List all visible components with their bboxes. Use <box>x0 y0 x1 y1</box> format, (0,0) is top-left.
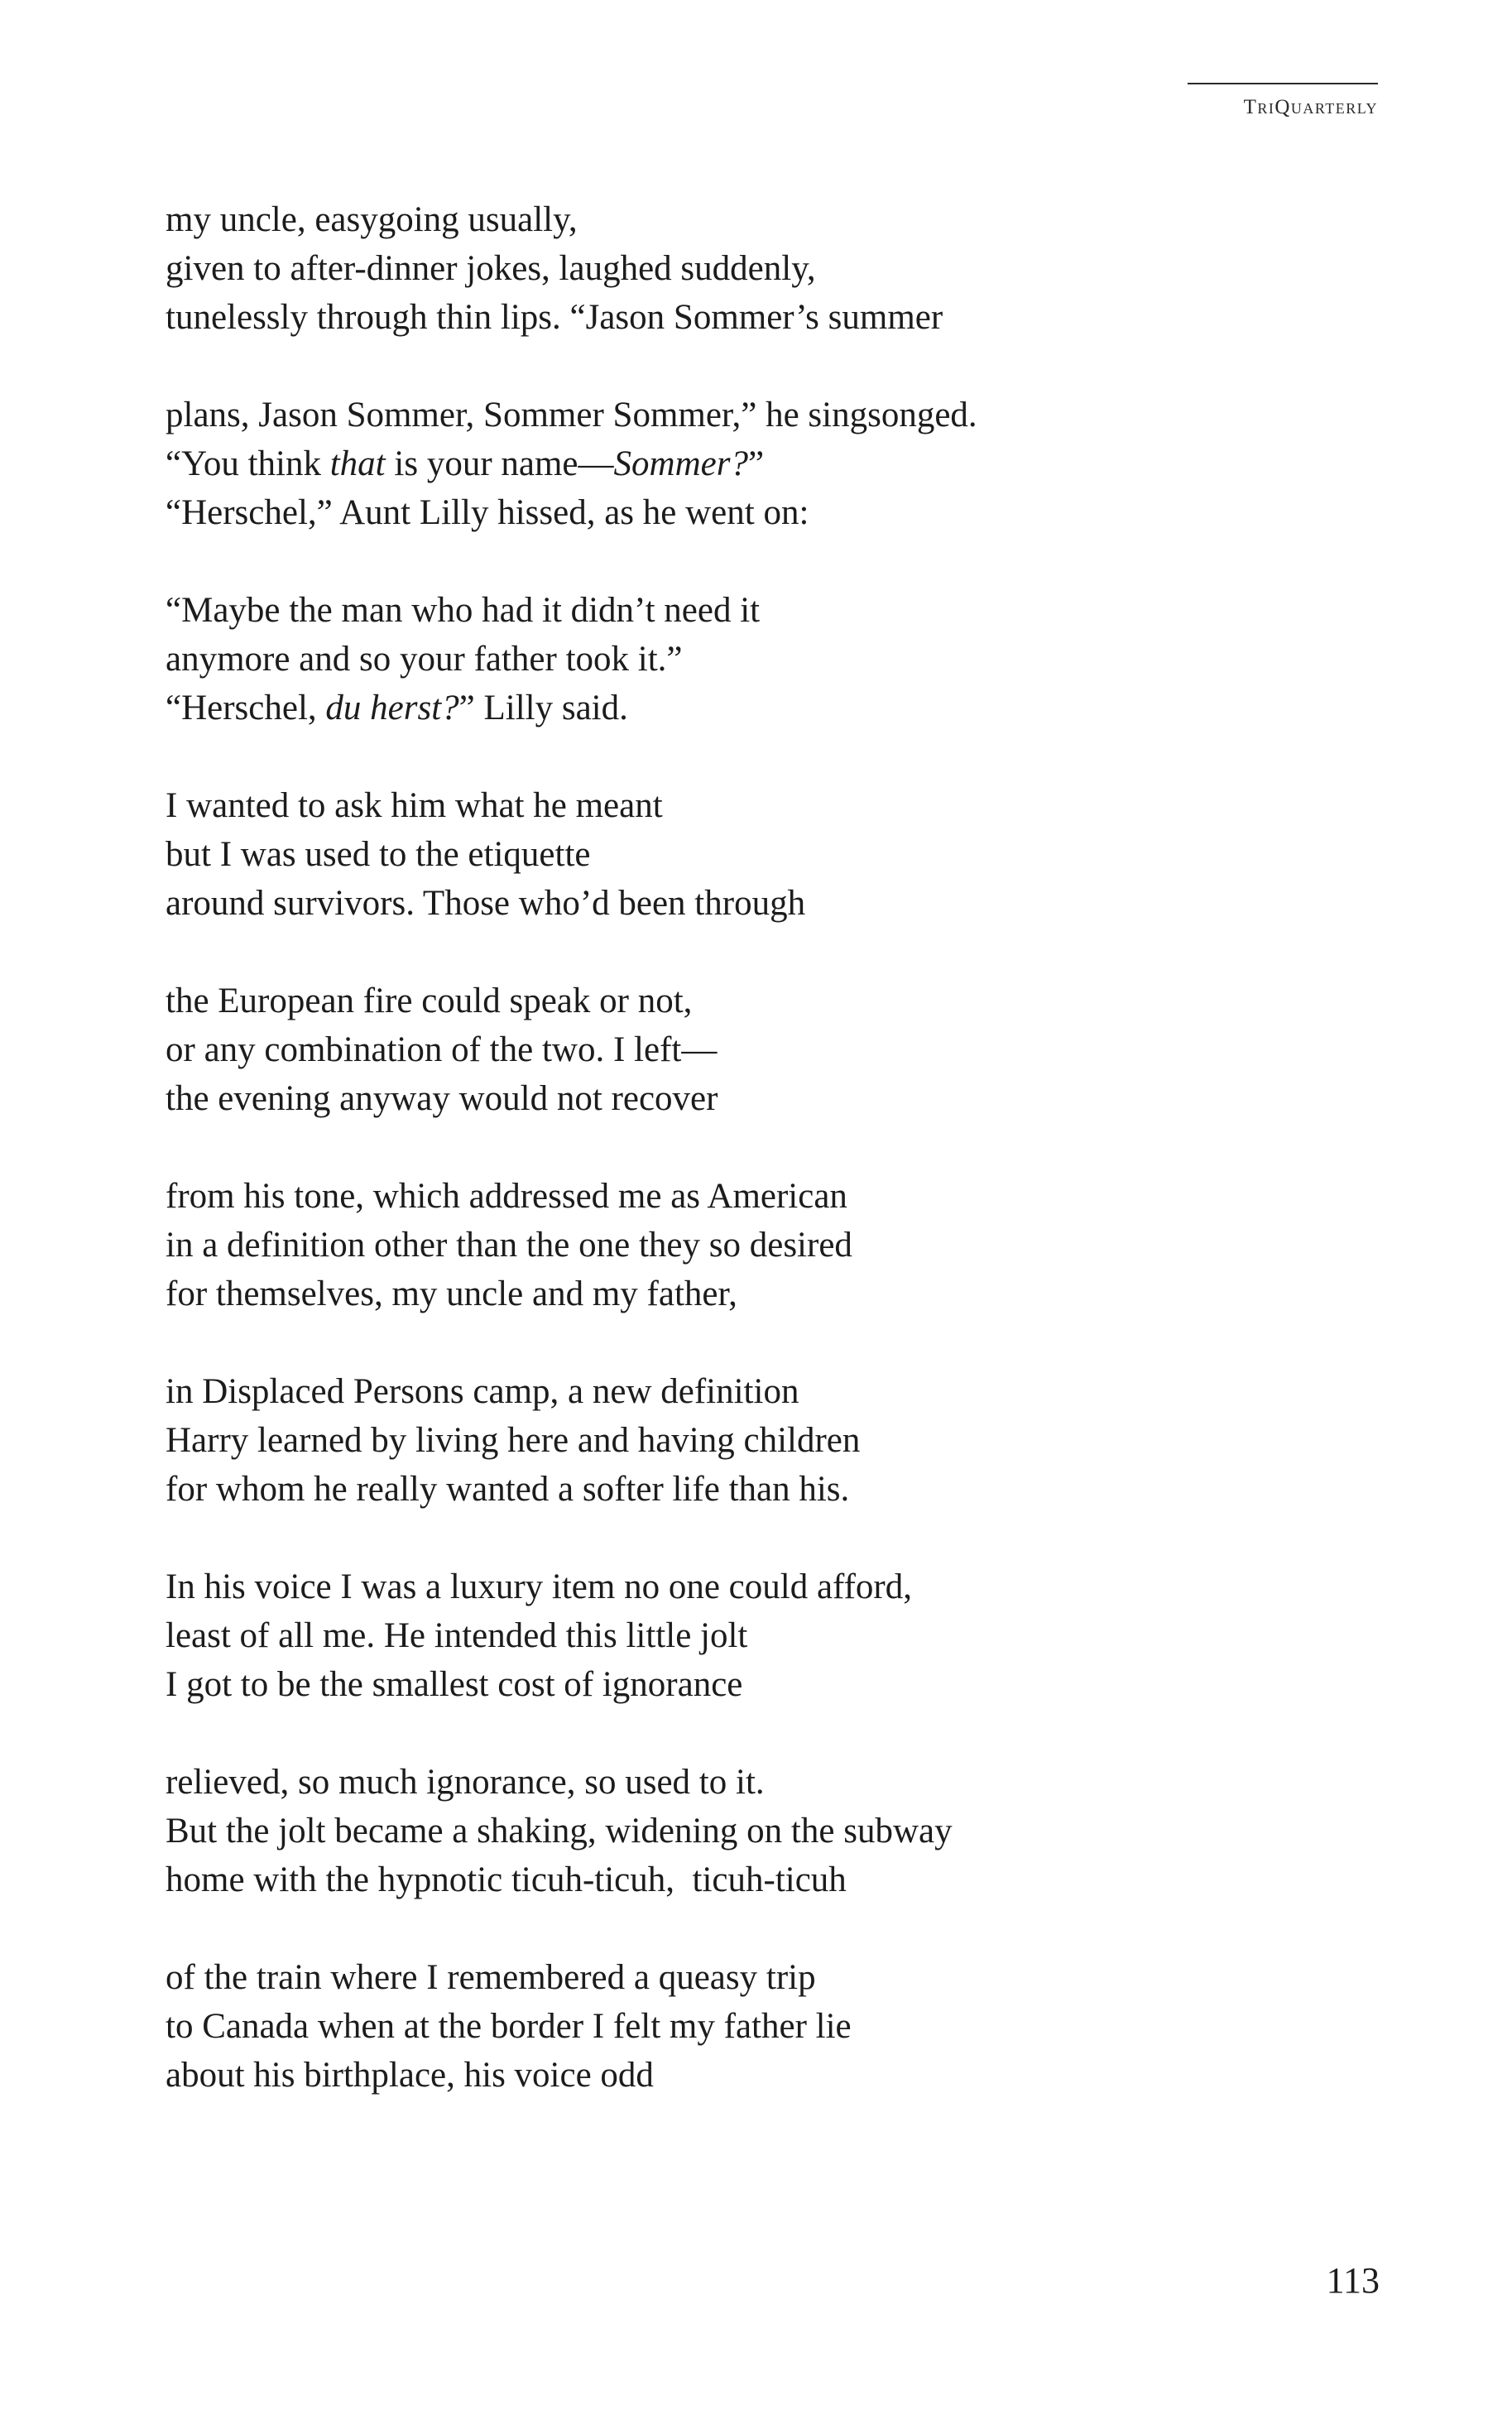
line-text: or any combination of the two. I left— <box>166 1030 718 1069</box>
poem-line <box>166 684 1324 732</box>
line-text: home with the hypnotic ticuh-ticuh, ticuh-ticuh <box>166 1860 847 1899</box>
poem-line <box>166 977 1324 1025</box>
poem-body <box>166 195 1324 2148</box>
stanza <box>166 391 1324 537</box>
line-text: around survivors. Those who’d been through <box>166 884 806 923</box>
page-number: 113 <box>1326 2260 1380 2301</box>
stanza <box>166 1367 1324 1514</box>
poem-line <box>166 1074 1324 1123</box>
line-text: I wanted to ask him what he meant <box>166 786 663 825</box>
line-text: given to after-dinner jokes, laughed suddenly, <box>166 249 816 288</box>
italic-text: Sommer? <box>613 444 748 483</box>
poem-line <box>166 1465 1324 1514</box>
poem-line <box>166 635 1324 684</box>
line-text: “You think <box>166 444 330 483</box>
poem-line <box>166 830 1324 879</box>
line-text: is your name— <box>385 444 614 483</box>
line-text: relieved, so much ignorance, so used to it. <box>166 1763 765 1802</box>
poem-line <box>166 1807 1324 1855</box>
line-text: the European fire could speak or not, <box>166 982 693 1020</box>
line-text: Harry learned by living here and having children <box>166 1421 861 1460</box>
line-text: of the train where I remembered a queasy trip <box>166 1958 816 1997</box>
poem-line <box>166 1025 1324 1074</box>
poem-line <box>166 1367 1324 1416</box>
poem-line <box>166 244 1324 293</box>
poem-line <box>166 488 1324 537</box>
poem-line <box>166 195 1324 244</box>
journal-title: TriQuarterly <box>1243 96 1378 118</box>
line-text: “Herschel, <box>166 689 326 727</box>
line-text: about his birthplace, his voice odd <box>166 2056 654 2095</box>
italic-text: that <box>329 444 386 483</box>
stanza <box>166 1172 1324 1318</box>
stanza <box>166 1563 1324 1709</box>
line-text: ” <box>747 444 765 483</box>
poem-line <box>166 1660 1324 1709</box>
stanza <box>166 586 1324 732</box>
poem-line <box>166 391 1324 439</box>
poem-line <box>166 879 1324 928</box>
poem-line <box>166 1855 1324 1904</box>
poem-line <box>166 1953 1324 2002</box>
poem-line <box>166 1270 1324 1318</box>
line-text: in a definition other than the one they so desired <box>166 1226 852 1265</box>
poem-line <box>166 1416 1324 1465</box>
line-text: in Displaced Persons camp, a new definition <box>166 1372 799 1411</box>
line-text: for themselves, my uncle and my father, <box>166 1275 737 1313</box>
poem-line <box>166 586 1324 635</box>
poem-line <box>166 2051 1324 2100</box>
poem-line <box>166 2002 1324 2051</box>
poem-line <box>166 1563 1324 1611</box>
poem-line <box>166 1172 1324 1221</box>
stanza <box>166 1953 1324 2100</box>
running-head <box>1188 83 1378 119</box>
running-head-rule <box>1188 83 1378 84</box>
line-text: I got to be the smallest cost of ignorance <box>166 1665 743 1704</box>
poem-line <box>166 293 1324 342</box>
italic-text: du herst? <box>325 689 459 727</box>
line-text: the evening anyway would not recover <box>166 1079 718 1118</box>
line-text: ” Lilly said. <box>458 689 628 727</box>
poem-line <box>166 1758 1324 1807</box>
line-text: tunelessly through thin lips. “Jason Sommer’s summer <box>166 298 943 337</box>
poem-line <box>166 1221 1324 1270</box>
line-text: In his voice I was a luxury item no one could afford, <box>166 1567 912 1606</box>
line-text: from his tone, which addressed me as American <box>166 1177 847 1216</box>
line-text: but I was used to the etiquette <box>166 835 591 874</box>
line-text: “Maybe the man who had it didn’t need it <box>166 591 761 630</box>
poem-line <box>166 439 1324 488</box>
stanza <box>166 781 1324 928</box>
line-text: to Canada when at the border I felt my father lie <box>166 2007 852 2046</box>
line-text: my uncle, easygoing usually, <box>166 200 578 239</box>
line-text: anymore and so your father took it.” <box>166 640 683 679</box>
poem-line <box>166 781 1324 830</box>
line-text: “Herschel,” Aunt Lilly hissed, as he went on: <box>166 493 809 532</box>
stanza <box>166 195 1324 342</box>
poem-line <box>166 1611 1324 1660</box>
stanza <box>166 977 1324 1123</box>
stanza <box>166 1758 1324 1904</box>
line-text: plans, Jason Sommer, Sommer Sommer,” he singsonged. <box>166 396 977 434</box>
line-text: But the jolt became a shaking, widening on the subway <box>166 1812 953 1851</box>
line-text: for whom he really wanted a softer life than his. <box>166 1470 850 1509</box>
line-text: least of all me. He intended this little jolt <box>166 1616 748 1655</box>
